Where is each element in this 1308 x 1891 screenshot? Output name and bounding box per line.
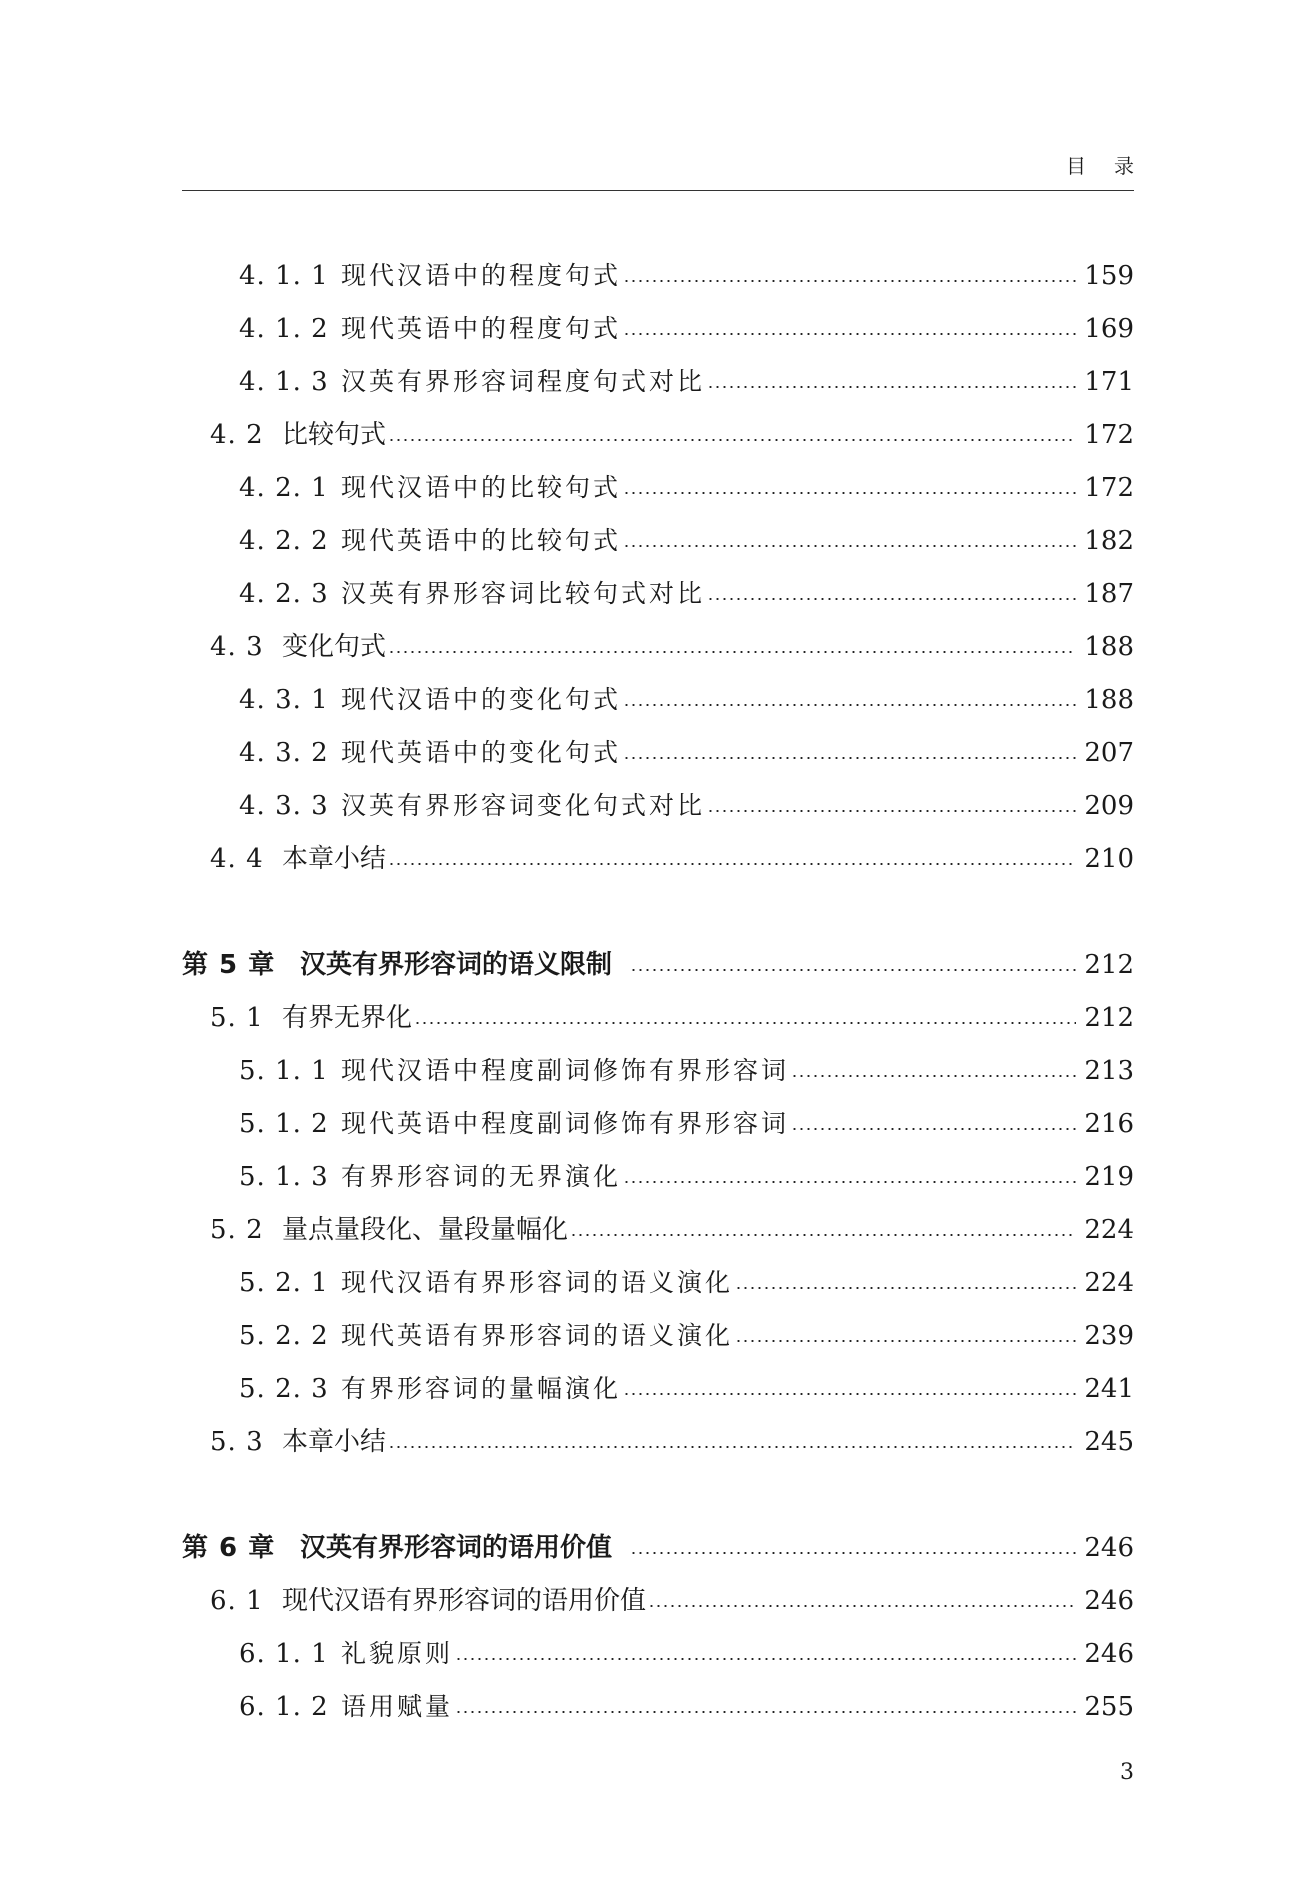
toc-subsection-entry[interactable] [182,362,1134,402]
entry-number: 5. 1. 1 [239,1056,329,1086]
entry-number: 6. 1 [210,1586,264,1616]
entry-page-number: 172 [1084,473,1134,503]
dot-leader [388,439,1076,441]
dot-leader [414,1022,1076,1024]
toc-chapter-entry[interactable] [182,1528,1134,1568]
entry-title: 比较句式 [282,420,387,450]
toc-subsection-entry[interactable] [182,1687,1134,1727]
entry-number: 4. 3. 2 [239,738,329,768]
entry-number: 4. 3. 1 [239,685,329,715]
entry-page-number: 219 [1084,1162,1134,1192]
entry-title: 现代汉语中的变化句式 [341,685,622,714]
entry-page-number: 210 [1084,844,1134,874]
dot-leader [623,545,1076,547]
running-header [182,150,1162,191]
entry-number: 第 5 章 [182,950,276,980]
dot-leader [707,598,1076,600]
entry-number: 4. 2. 2 [239,526,329,556]
dot-leader [570,1234,1076,1236]
dot-leader [735,1340,1076,1342]
toc-subsection-entry[interactable] [182,733,1134,773]
entry-number: 6. 1. 2 [239,1692,329,1722]
dot-leader [648,1605,1076,1607]
entry-title: 现代汉语有界形容词的语义演化 [341,1268,734,1297]
entry-number: 4. 4 [210,844,264,874]
entry-page-number: 182 [1084,526,1134,556]
entry-title: 现代汉语中的程度句式 [341,261,622,290]
entry-title: 汉英有界形容词的语用价值 [300,1533,613,1563]
entry-title: 现代汉语有界形容词的语用价值 [282,1586,647,1616]
toc-section-entry[interactable] [182,627,1134,667]
entry-title: 变化句式 [282,632,387,662]
entry-title: 有界无界化 [282,1003,413,1033]
toc-chapter-entry[interactable] [182,945,1134,985]
entry-page-number: 188 [1084,685,1134,715]
toc-subsection-entry[interactable] [182,521,1134,561]
entry-page-number: 187 [1084,579,1134,609]
entry-title: 汉英有界形容词比较句式对比 [341,579,706,608]
entry-page-number: 212 [1084,1003,1134,1033]
entry-page-number: 212 [1084,950,1134,980]
entry-number: 4. 3 [210,632,264,662]
dot-leader [455,1711,1076,1713]
toc-subsection-entry[interactable] [182,786,1134,826]
entry-page-number: 224 [1084,1268,1134,1298]
entry-page-number: 246 [1084,1639,1134,1669]
entry-title: 本章小结 [282,844,387,874]
dot-leader [623,704,1076,706]
entry-number: 5. 2. 3 [239,1374,329,1404]
dot-leader [630,1552,1076,1554]
entry-title: 量点量段化、量段量幅化 [282,1215,569,1245]
toc-subsection-entry[interactable] [182,1157,1134,1197]
toc-section-entry[interactable] [182,1422,1134,1462]
entry-number: 4. 1. 3 [239,367,329,397]
entry-page-number: 245 [1084,1427,1134,1457]
entry-page-number: 209 [1084,791,1134,821]
entry-number: 4. 1. 2 [239,314,329,344]
entry-page-number: 246 [1084,1533,1134,1563]
entry-page-number: 241 [1084,1374,1134,1404]
entry-title: 汉英有界形容词变化句式对比 [341,791,706,820]
entry-title: 现代英语有界形容词的语义演化 [341,1321,734,1350]
entry-title: 汉英有界形容词程度句式对比 [341,367,706,396]
entry-title: 有界形容词的无界演化 [341,1162,622,1191]
toc-subsection-entry[interactable] [182,1634,1134,1674]
dot-leader [623,492,1076,494]
dot-leader [388,1446,1076,1448]
toc-subsection-entry[interactable] [182,256,1134,296]
entry-number: 5. 1. 2 [239,1109,329,1139]
toc-section-entry[interactable] [182,998,1134,1038]
toc-subsection-entry[interactable] [182,680,1134,720]
dot-leader [623,280,1076,282]
entry-number: 5. 2. 1 [239,1268,329,1298]
toc-subsection-entry[interactable] [182,1263,1134,1303]
entry-number: 4. 2. 3 [239,579,329,609]
entry-page-number: 255 [1084,1692,1134,1722]
dot-leader [623,333,1076,335]
entry-title: 礼貌原则 [341,1639,454,1668]
entry-title: 现代汉语中的比较句式 [341,473,622,502]
toc-subsection-entry[interactable] [182,574,1134,614]
entry-number: 6. 1. 1 [239,1639,329,1669]
entry-title: 语用赋量 [341,1692,454,1721]
entry-number: 4. 1. 1 [239,261,329,291]
entry-title: 现代英语中的比较句式 [341,526,622,555]
dot-leader [455,1658,1076,1660]
dot-leader [630,969,1076,971]
dot-leader [791,1128,1076,1130]
dot-leader [623,1393,1076,1395]
dot-leader [735,1287,1076,1289]
entry-number: 5. 2 [210,1215,264,1245]
toc-section-entry[interactable] [182,1581,1134,1621]
entry-title: 本章小结 [282,1427,387,1457]
entry-page-number: 239 [1084,1321,1134,1351]
entry-number: 5. 2. 2 [239,1321,329,1351]
header-title: 目录 [1066,154,1162,178]
entry-title: 现代英语中的程度句式 [341,314,622,343]
entry-page-number: 188 [1084,632,1134,662]
entry-page-number: 213 [1084,1056,1134,1086]
entry-number: 第 6 章 [182,1533,276,1563]
toc-section-entry[interactable] [182,415,1134,455]
toc-subsection-entry[interactable] [182,468,1134,508]
entry-page-number: 216 [1084,1109,1134,1139]
dot-leader [791,1075,1076,1077]
entry-page-number: 171 [1084,367,1134,397]
dot-leader [707,386,1076,388]
toc-section-entry[interactable] [182,1210,1134,1250]
entry-title: 有界形容词的量幅演化 [341,1374,622,1403]
dot-leader [388,651,1076,653]
entry-number: 5. 1 [210,1003,264,1033]
toc-subsection-entry[interactable] [182,1316,1134,1356]
entry-page-number: 207 [1084,738,1134,768]
entry-page-number: 224 [1084,1215,1134,1245]
entry-number: 5. 3 [210,1427,264,1457]
dot-leader [623,757,1076,759]
toc-section-entry[interactable] [182,839,1134,879]
entry-number: 5. 1. 3 [239,1162,329,1192]
entry-number: 4. 3. 3 [239,791,329,821]
dot-leader [707,810,1076,812]
entry-number: 4. 2. 1 [239,473,329,503]
entry-title: 现代汉语中程度副词修饰有界形容词 [341,1056,790,1085]
entry-number: 4. 2 [210,420,264,450]
entry-title: 汉英有界形容词的语义限制 [300,950,613,980]
entry-page-number: 169 [1084,314,1134,344]
entry-page-number: 246 [1084,1586,1134,1616]
entry-page-number: 159 [1084,261,1134,291]
toc-subsection-entry[interactable] [182,1369,1134,1409]
entry-page-number: 172 [1084,420,1134,450]
toc-subsection-entry[interactable] [182,1051,1134,1091]
dot-leader [623,1181,1076,1183]
dot-leader [388,863,1076,865]
entry-title: 现代英语中程度副词修饰有界形容词 [341,1109,790,1138]
toc-subsection-entry[interactable] [182,1104,1134,1144]
entry-title: 现代英语中的变化句式 [341,738,622,767]
page-number: 3 [1120,1760,1134,1785]
toc-subsection-entry[interactable] [182,309,1134,349]
